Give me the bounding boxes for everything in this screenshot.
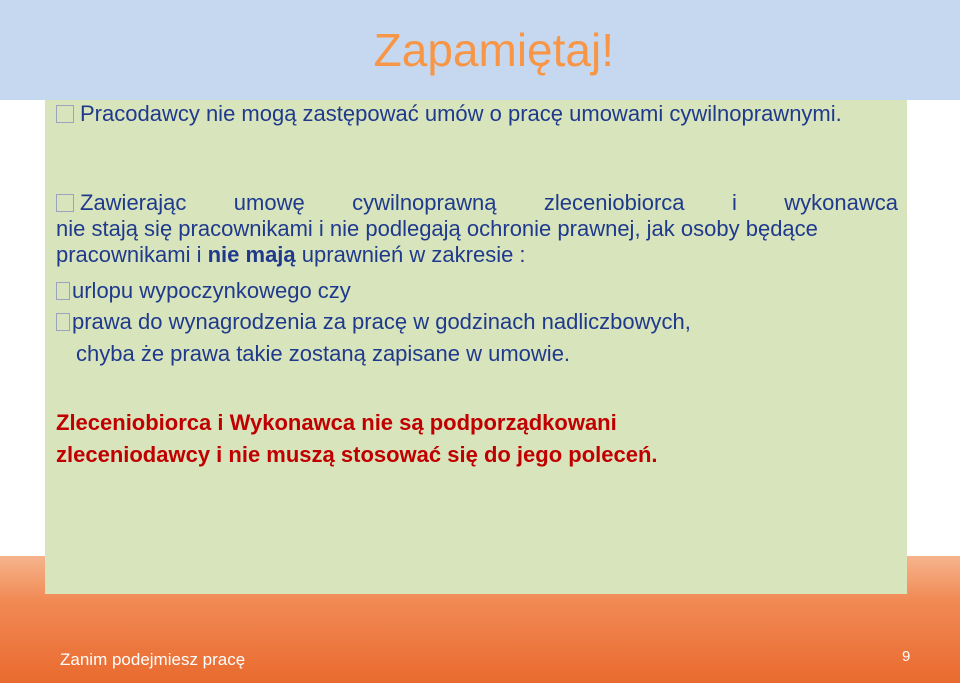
paragraph-employers	[56, 101, 898, 127]
highlight-line-2: zleceniodawcy i nie muszą stosować się do jego poleceń.	[56, 442, 658, 467]
footer-title: Zanim podejmiesz pracę	[60, 650, 246, 669]
bullet-box-icon	[56, 194, 74, 212]
bullet-box-icon	[56, 105, 74, 123]
sub-item-overtime	[56, 309, 898, 367]
paragraph-civil-contract-text-end: uprawnień w zakresie :	[295, 242, 526, 267]
sub-item-leave	[56, 278, 898, 304]
bullet-box-icon	[56, 313, 70, 331]
paragraph-civil-contract	[56, 190, 898, 268]
bullet-box-icon	[56, 282, 70, 300]
page-number: 9	[902, 648, 911, 665]
paragraph-civil-contract-text: nie stają się pracownikami i nie podlegają ochronie prawnej, jak osoby będące pracownikami i	[56, 216, 818, 267]
sub-item-overtime-continuation: chyba że prawa takie zostaną zapisane w umowie.	[76, 341, 571, 366]
paragraph-civil-contract-lead: Zawierając umowę cywilnoprawną zleceniobiorca i wykonawca	[80, 190, 898, 215]
highlight-line-1: Zleceniobiorca i Wykonawca nie są podporządkowani	[56, 410, 617, 435]
paragraph-civil-contract-bold: nie mają	[207, 242, 296, 267]
slide-title: Zapamiętaj!	[373, 24, 614, 76]
paragraph-employers-text: Pracodawcy nie mogą zastępować umów o pracę umowami cywilnoprawnymi.	[80, 101, 842, 126]
paragraph-civil-contract-lead-line	[56, 190, 898, 216]
sub-item-overtime-text: prawa do wynagrodzenia za pracę w godzinach nadliczbowych,	[72, 309, 691, 334]
sub-item-leave-text: urlopu wypoczynkowego czy	[72, 278, 351, 303]
